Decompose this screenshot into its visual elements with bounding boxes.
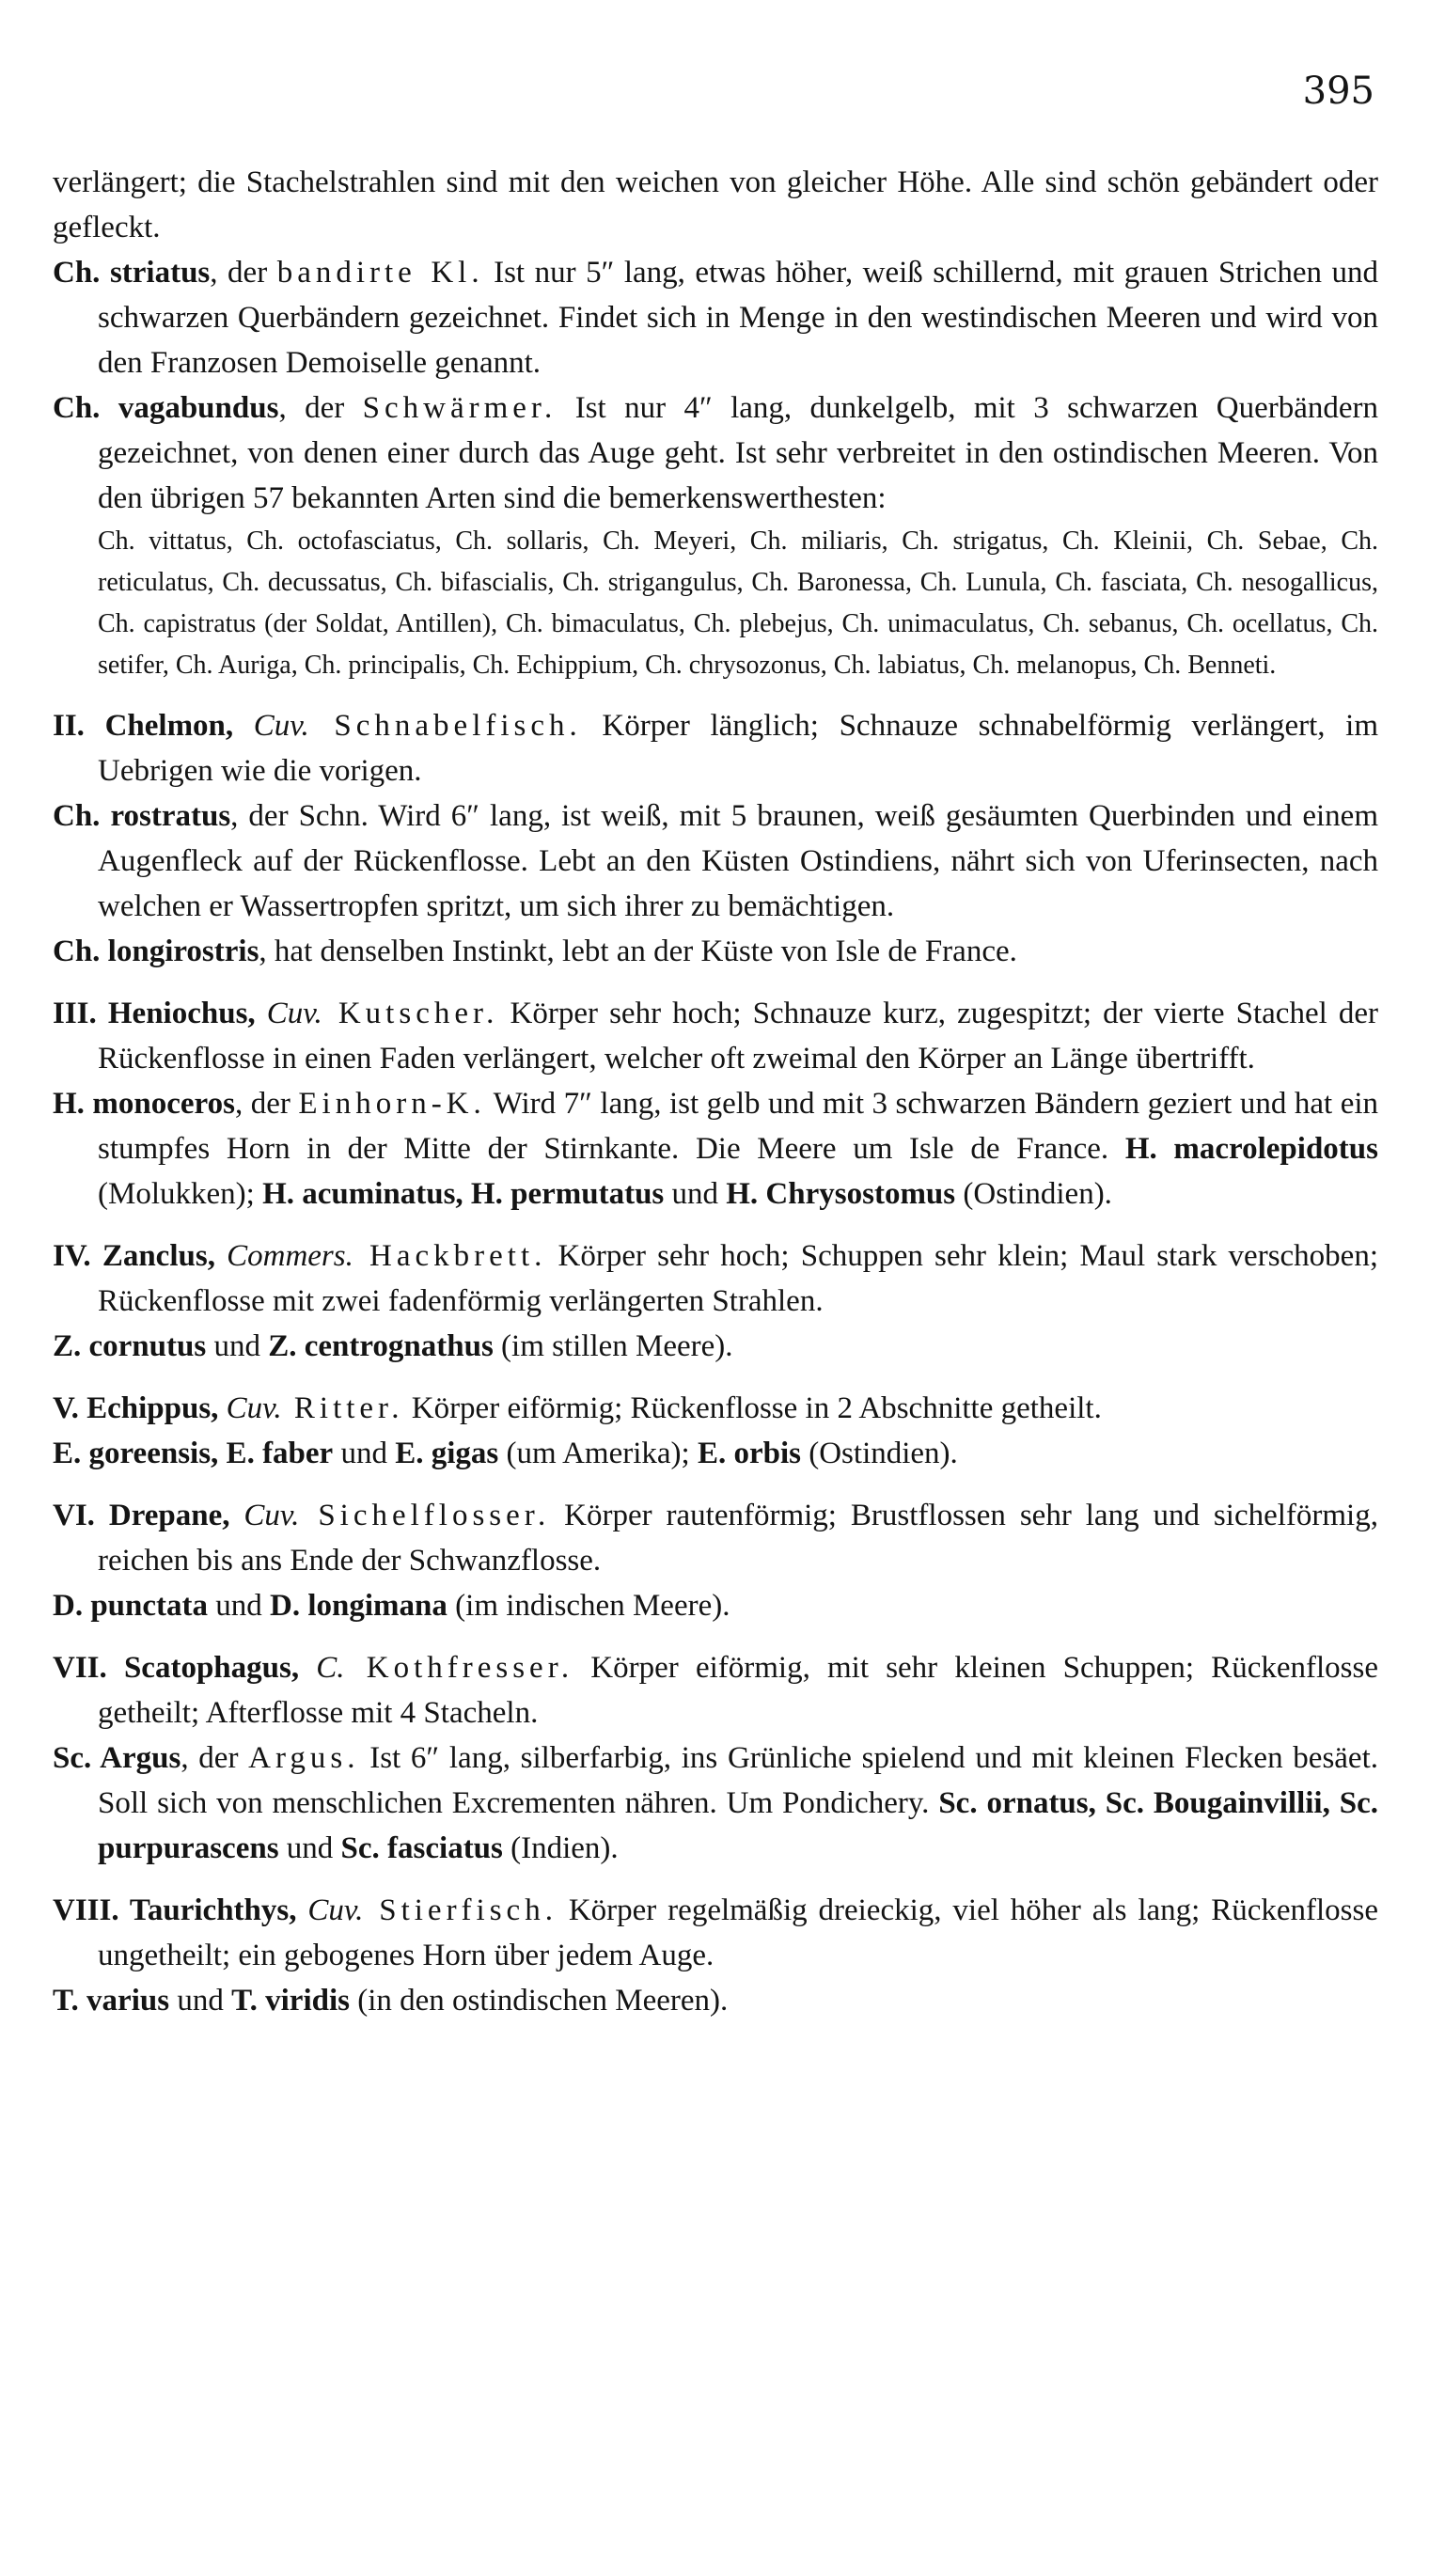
genus-entry bbox=[53, 703, 1378, 793]
text-segment: E. gigas bbox=[395, 1437, 499, 1470]
text-segment: VIII. Taurichthys, bbox=[53, 1893, 308, 1927]
genus-entry bbox=[53, 1386, 1378, 1431]
text-segment: Einhorn-K. bbox=[298, 1087, 486, 1121]
species-entry bbox=[53, 1736, 1378, 1871]
text-segment: , der bbox=[278, 391, 363, 425]
text-segment: E. goreensis, E. faber bbox=[53, 1437, 334, 1470]
text-segment: Ist nur 5″ lang, etwas höher, weiß schillernd, mit grauen Strichen und schwarzen Querbändern gezeichnet. Findet sich in Menge in den westindischen Meeren und wird von den Franzosen Demoiselle genannt. bbox=[98, 256, 1378, 380]
text-segment: H. Chrysostomus bbox=[726, 1177, 956, 1211]
text-segment: D. punctata bbox=[53, 1589, 209, 1623]
text-segment: Cuv. bbox=[253, 709, 309, 743]
genus-entry bbox=[53, 1645, 1378, 1736]
text-segment: Cuv. bbox=[226, 1391, 282, 1425]
genus-entry bbox=[53, 1233, 1378, 1324]
body-text bbox=[53, 160, 1378, 2023]
text-segment: Schwärmer. bbox=[362, 391, 557, 425]
text-segment: Körper regelmäßig dreieckig, viel höher als lang; Rückenflosse ungetheilt; ein gebogenes Horn über jedem Auge. bbox=[98, 1893, 1378, 1972]
text-segment: Sichelflosser. bbox=[299, 1499, 551, 1532]
text-segment: Ritter. bbox=[281, 1391, 404, 1425]
species-entry bbox=[53, 385, 1378, 521]
text-segment: und bbox=[278, 1831, 341, 1865]
text-segment: Schnabelfisch. bbox=[308, 709, 582, 743]
text-segment: Körper sehr hoch; Schnauze kurz, zugespitzt; der vierte Stachel der Rückenflosse in einen Faden verlängert, welcher oft zweimal den Körper an Länge übertrifft. bbox=[98, 997, 1379, 1076]
text-segment: Commers. bbox=[227, 1239, 353, 1273]
species-entry bbox=[53, 1081, 1378, 1217]
species-entry bbox=[53, 929, 1378, 974]
text-segment: Stierfisch. bbox=[363, 1893, 557, 1927]
species-entry bbox=[53, 1431, 1378, 1476]
continuation-paragraph bbox=[53, 160, 1378, 250]
text-segment: (um Amerika); bbox=[498, 1437, 698, 1470]
text-segment: VII. Scatophagus, bbox=[53, 1651, 317, 1685]
text-segment: und bbox=[169, 1984, 232, 2018]
text-segment: Körper eiförmig; Rückenflosse in 2 Abschnitte getheilt. bbox=[403, 1391, 1102, 1425]
text-segment: Körper sehr hoch; Schuppen sehr klein; Maul stark verschoben; Rückenflosse mit zwei fadenförmig verlängerten Strahlen. bbox=[98, 1239, 1378, 1318]
text-segment: Ch. striatus bbox=[53, 256, 211, 290]
species-entry bbox=[53, 1324, 1378, 1369]
text-segment: , der Schn. Wird 6″ lang, ist weiß, mit 5 braunen, weiß gesäumten Querbinden und einem Augenfleck auf der Rückenflosse. Lebt an den Küsten Ostindiens, nährt sich von Uferinsecten, nach welchen er Wassertropfen spritzt, um sich ihrer zu bemächtigen. bbox=[98, 799, 1378, 923]
text-segment: H. monoceros bbox=[53, 1087, 235, 1121]
text-segment: Ist nur 4″ lang, dunkelgelb, mit 3 schwarzen Querbändern gezeichnet, von denen einer durch das Auge geht. Ist sehr verbreitet in den ostindischen Meeren. Von den übrigen 57 bekannten Arten sind die bemerkenswerthesten: bbox=[98, 391, 1379, 515]
text-segment: H. acuminatus, H. permutatus bbox=[262, 1177, 665, 1211]
species-entry bbox=[53, 1978, 1378, 2023]
text-segment: (im stillen Meere). bbox=[493, 1329, 733, 1363]
text-segment: IV. Zanclus, bbox=[53, 1239, 228, 1273]
text-segment: (Ostindien). bbox=[800, 1437, 958, 1470]
page-number: 395 bbox=[1302, 70, 1374, 113]
text-segment: Z. centrognathus bbox=[268, 1329, 494, 1363]
text-segment: Sc. fasciatus bbox=[340, 1831, 503, 1865]
text-segment: Kothfresser. bbox=[344, 1651, 574, 1685]
text-segment: Sc. ornatus, Sc. Bougainvillii, Sc. purpurascens bbox=[98, 1786, 1378, 1865]
text-segment: Körper eiförmig, mit sehr kleinen Schuppen; Rückenflosse getheilt; Afterflosse mit 4 Stacheln. bbox=[98, 1651, 1378, 1730]
text-segment: Sc. Argus bbox=[53, 1741, 181, 1775]
genus-entry bbox=[53, 1493, 1378, 1583]
text-segment: und bbox=[206, 1329, 269, 1363]
text-segment: (Ostindien). bbox=[955, 1177, 1112, 1211]
text-segment: , hat denselben Instinkt, lebt an der Küste von Isle de France. bbox=[259, 935, 1017, 968]
text-segment: Ch. longirostris bbox=[53, 935, 259, 968]
text-segment: Körper länglich; Schnauze schnabelförmig verlängert, im Uebrigen wie die vorigen. bbox=[98, 709, 1379, 788]
text-segment: Argus. bbox=[248, 1741, 360, 1775]
species-entry bbox=[53, 1583, 1378, 1628]
text-segment: C. bbox=[316, 1651, 345, 1685]
text-segment: (Molukken); bbox=[98, 1177, 263, 1211]
text-segment: bandirte Kl. bbox=[276, 256, 484, 290]
text-segment: V. Echippus, bbox=[53, 1391, 227, 1425]
text-segment: , der bbox=[234, 1087, 299, 1121]
text-segment: und bbox=[333, 1437, 396, 1470]
species-entry bbox=[53, 250, 1378, 385]
text-segment: und bbox=[208, 1589, 271, 1623]
text-segment: D. longimana bbox=[270, 1589, 448, 1623]
text-segment: verlängert; die Stachelstrahlen sind mit den weichen von gleicher Höhe. Alle sind schön gebändert oder gefleckt. bbox=[53, 165, 1378, 244]
text-segment: Hackbrett. bbox=[353, 1239, 547, 1273]
text-segment: Cuv. bbox=[307, 1893, 364, 1927]
text-segment: , der bbox=[181, 1741, 249, 1775]
text-segment: Ch. vagabundus bbox=[53, 391, 279, 425]
species-entry bbox=[53, 793, 1378, 929]
text-segment: und bbox=[664, 1177, 727, 1211]
text-segment: III. Heniochus, bbox=[53, 997, 267, 1030]
text-segment: E. orbis bbox=[697, 1437, 801, 1470]
text-segment: Cuv. bbox=[243, 1499, 300, 1532]
text-segment: Cuv. bbox=[266, 997, 322, 1030]
text-segment: VI. Drepane, bbox=[53, 1499, 244, 1532]
text-segment: Körper rautenförmig; Brustflossen sehr lang und sichelförmig, reichen bis ans Ende der Schwanzflosse. bbox=[98, 1499, 1378, 1578]
text-segment: Ch. vittatus, Ch. octofasciatus, Ch. sollaris, Ch. Meyeri, Ch. miliaris, Ch. strigatus, Ch. Kleinii, Ch. Sebae, Ch. reticulatus, Ch. decussatus, Ch. bifascialis, Ch. strigangulus, Ch. Baronessa, Ch. Lunula, Ch. fasciata, Ch. nesogallicus, Ch. capistratus (der Soldat, Antillen), Ch. bimaculatus, Ch. plebejus, Ch. unimaculatus, Ch. sebanus, Ch. ocellatus, Ch. setifer, Ch. Auriga, Ch. principalis, Ch. Echippium, Ch. chrysozonus, Ch. labiatus, Ch. melanopus, Ch. Benneti. bbox=[98, 526, 1378, 680]
text-segment: Kutscher. bbox=[322, 997, 499, 1030]
text-segment: Wird 7″ lang, ist gelb und mit 3 schwarzen Bändern geziert und hat ein stumpfes Horn in der Mitte der Stirnkante. Die Meere um Isle de France. bbox=[98, 1087, 1379, 1166]
genus-entry bbox=[53, 991, 1378, 1081]
text-segment: Z. cornutus bbox=[53, 1329, 207, 1363]
text-segment: II. Chelmon, bbox=[53, 709, 254, 743]
text-segment: Ch. rostratus bbox=[53, 799, 231, 833]
text-segment: T. varius bbox=[53, 1984, 170, 2018]
text-segment: H. macrolepidotus bbox=[1124, 1132, 1378, 1166]
text-segment: , der bbox=[210, 256, 277, 290]
text-segment: (in den ostindischen Meeren). bbox=[350, 1984, 729, 2018]
genus-entry bbox=[53, 1888, 1378, 1978]
text-segment: T. viridis bbox=[231, 1984, 350, 2018]
species-list bbox=[53, 521, 1378, 686]
text-segment: (Indien). bbox=[502, 1831, 619, 1865]
text-segment: (im indischen Meere). bbox=[447, 1589, 730, 1623]
text-segment: Ist 6″ lang, silberfarbig, ins Grünliche spielend und mit kleinen Flecken besäet. Soll sich von menschlichen Excrementen nähren. Um Pondichery. bbox=[98, 1741, 1379, 1820]
